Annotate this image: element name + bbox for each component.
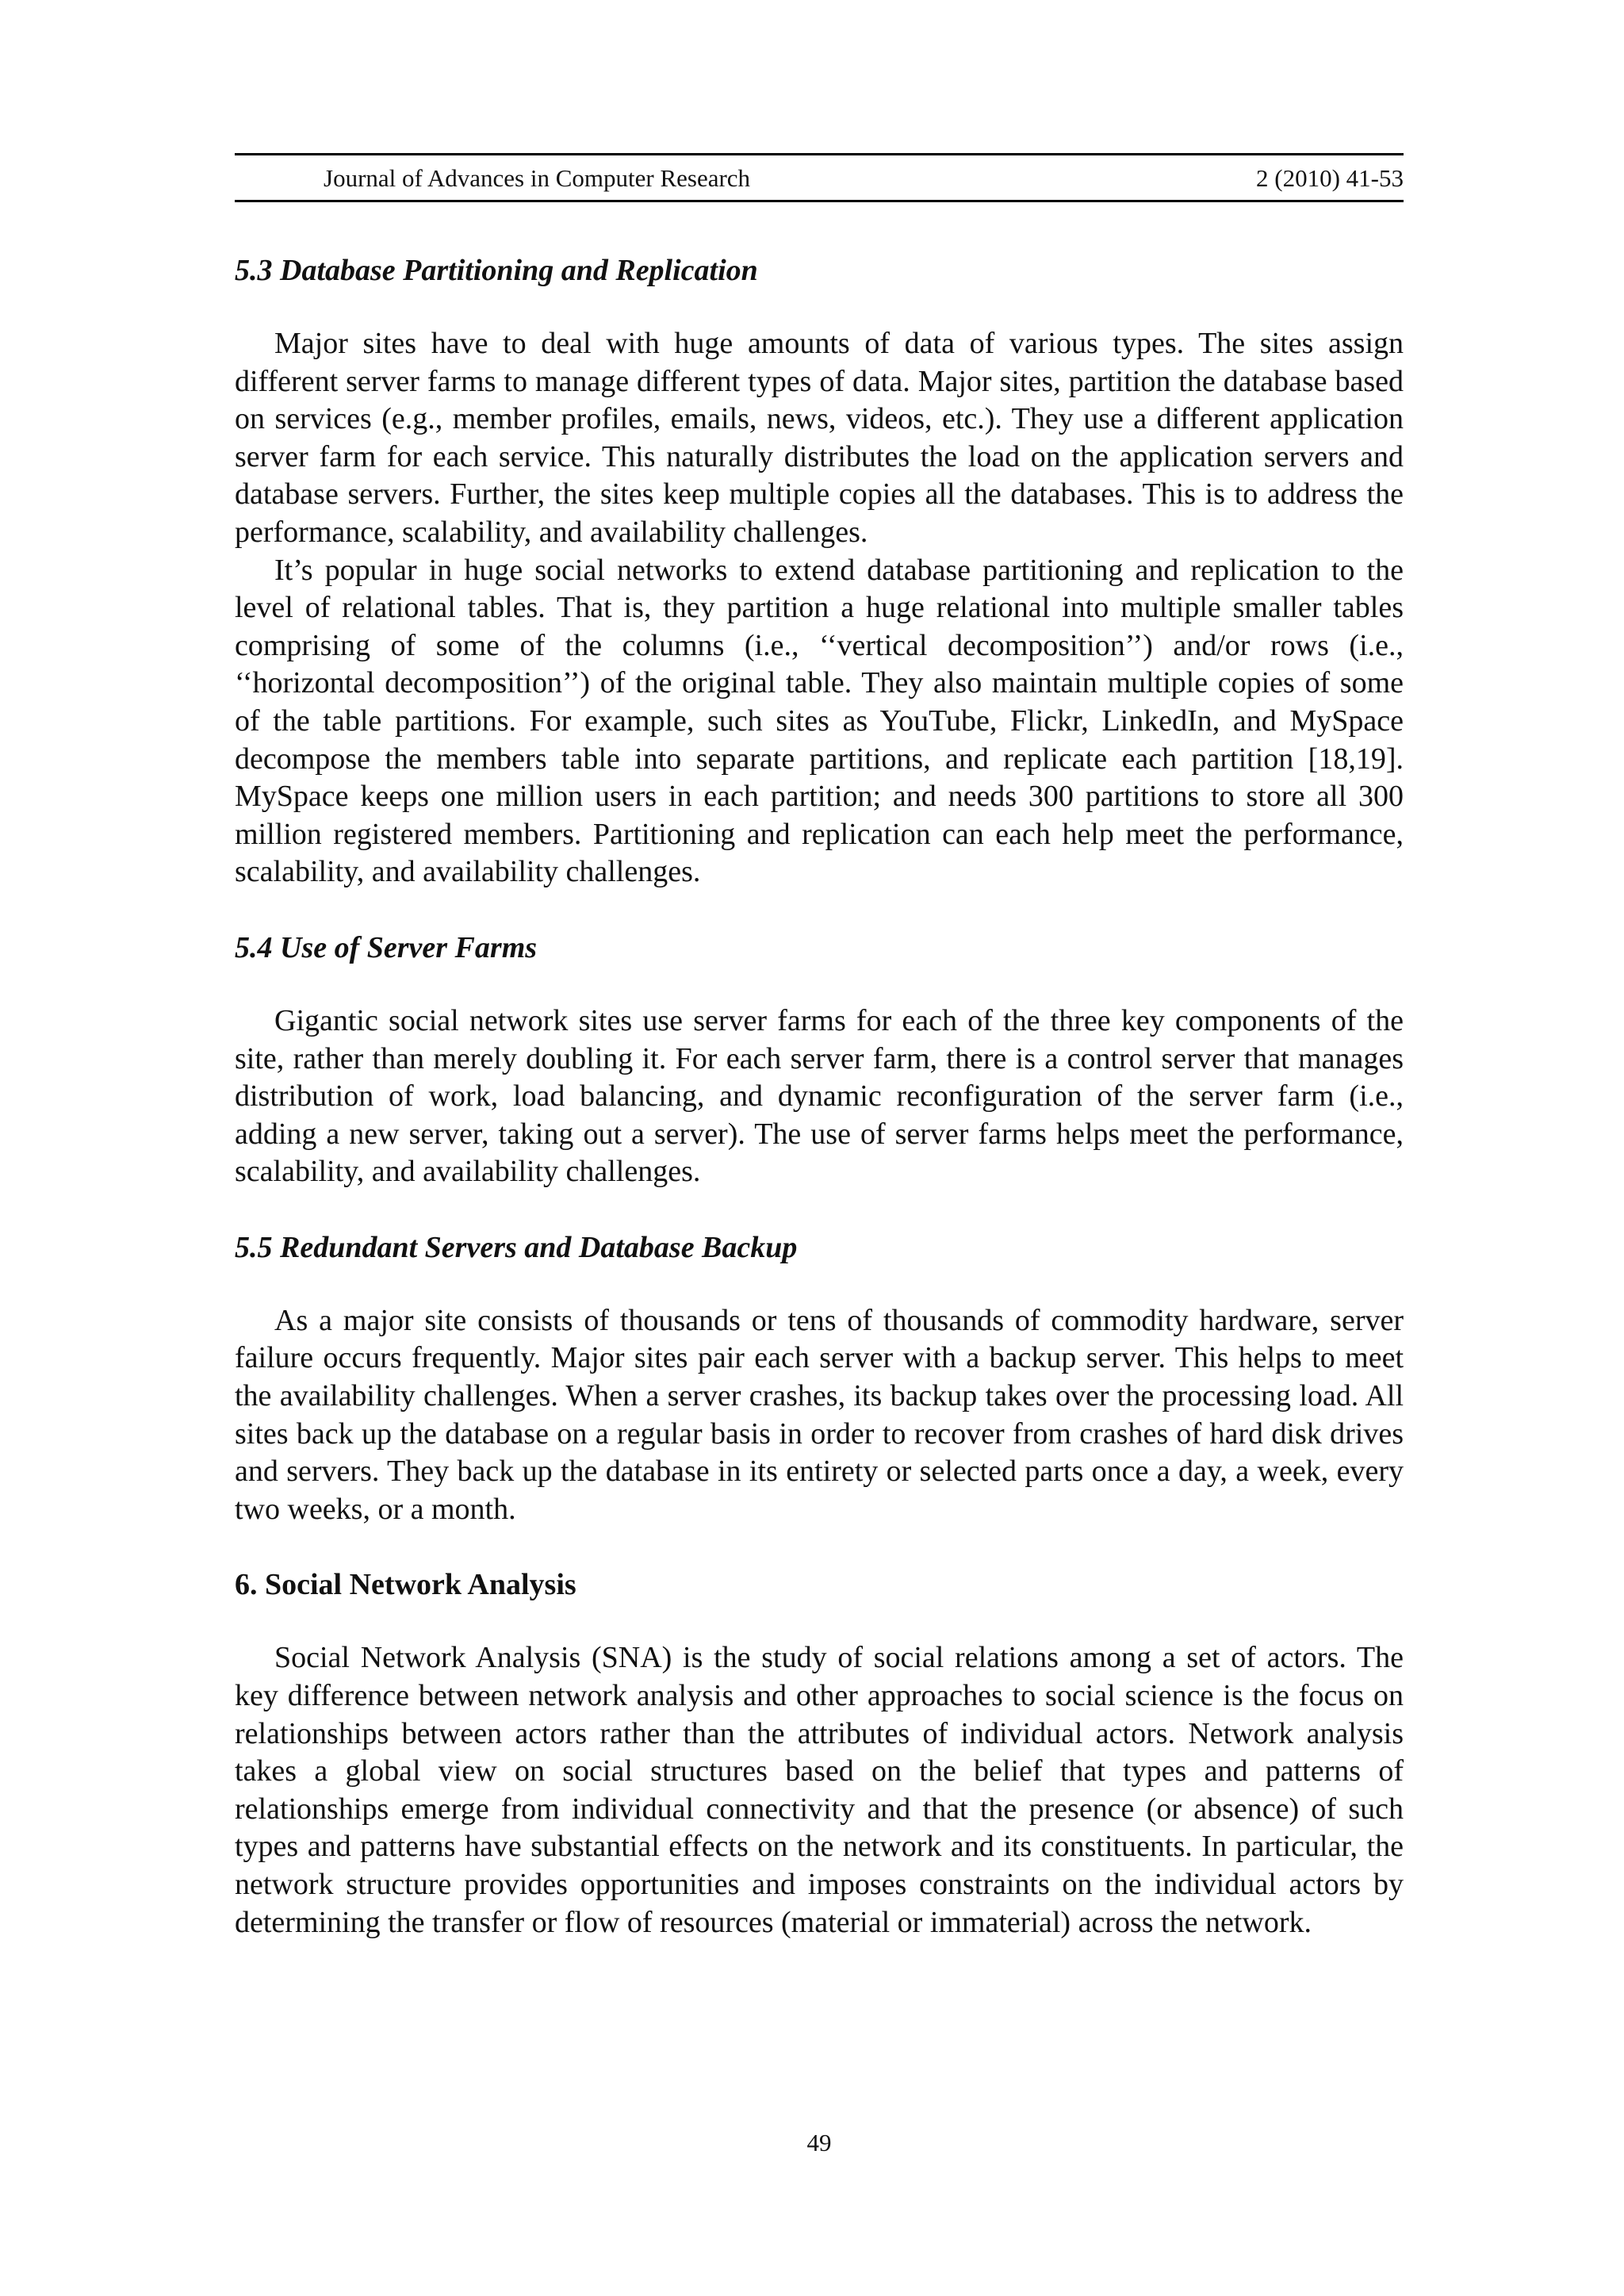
- article-body: [235, 252, 1404, 1941]
- section-heading-5-5: 5.5 Redundant Servers and Database Backup: [235, 1230, 798, 1264]
- journal-name: Journal of Advances in Computer Research: [324, 164, 751, 192]
- paragraph-5-3-2: It’s popular in huge social networks to extend database partitioning and replication to the level of relational tables. That is, they partition a huge relational into multiple smaller tables comprising of some of the columns (i.e., ‘‘vertical decomposition’’) and/or rows (i.e., ‘‘horizontal decomposition’’) of the original table. They also maintain multiple copies of some of the table partitions. For example, such sites as YouTube, Flickr, LinkedIn, and MySpace decompose the members table into separate partitions, and replicate each partition [18,19]. MySpace keeps one million users in each partition; and needs 300 partitions to store all 300 million registered members. Partitioning and replication can each help meet the performance, scalability, and availability challenges.: [235, 553, 1404, 889]
- paragraph-5-5-1: As a major site consists of thousands or tens of thousands of commodity hardware, server failure occurs frequently. Major sites pair each server with a backup server. This helps to meet the availability challenges. When a server crashes, its backup takes over the processing load. All sites back up the database on a regular basis in order to recover from crashes of hard disk drives and servers. They back up the database in its entirety or selected parts once a day, a week, every two weeks, or a month.: [235, 1303, 1404, 1526]
- section-heading-5-4: 5.4 Use of Server Farms: [235, 930, 538, 964]
- paragraph-5-4-1: Gigantic social network sites use server farms for each of the three key components of the site, rather than merely doubling it. For each server farm, there is a control server that manages distribution of work, load balancing, and dynamic reconfiguration of the server farm (i.e., adding a new server, taking out a server). The use of server farms helps meet the performance, scalability, and availability challenges.: [235, 1003, 1404, 1189]
- paragraph-5-3-1: Major sites have to deal with huge amounts of data of various types. The sites assign different server farms to manage different types of data. Major sites, partition the database based on services (e.g., member profiles, emails, news, videos, etc.). They use a different application server farm for each service. This naturally distributes the load on the application servers and database servers. Further, the sites keep multiple copies all the databases. This is to address the performance, scalability, and availability challenges.: [235, 327, 1404, 549]
- section-heading-6: 6. Social Network Analysis: [235, 1568, 576, 1602]
- paragraph-6-1: Social Network Analysis (SNA) is the study of social relations among a set of actors. The key difference between network analysis and other approaches to social science is the focus on relationships between actors rather than the attributes of individual actors. Network analysis takes a global view on social structures based on the belief that types and patterns of relationships emerge from individual connectivity and that the presence (or absence) of such types and patterns have substantial effects on the network and its constituents. In particular, the network structure provides opportunities and imposes constraints on the individual actors by determining the transfer or flow of resources (material or immaterial) across the network.: [235, 1641, 1404, 1939]
- section-heading-5-3: 5.3 Database Partitioning and Replication: [235, 254, 758, 287]
- running-header: [235, 153, 1404, 202]
- page-number: 49: [806, 2129, 832, 2156]
- volume-info: 2 (2010) 41-53: [1256, 164, 1404, 192]
